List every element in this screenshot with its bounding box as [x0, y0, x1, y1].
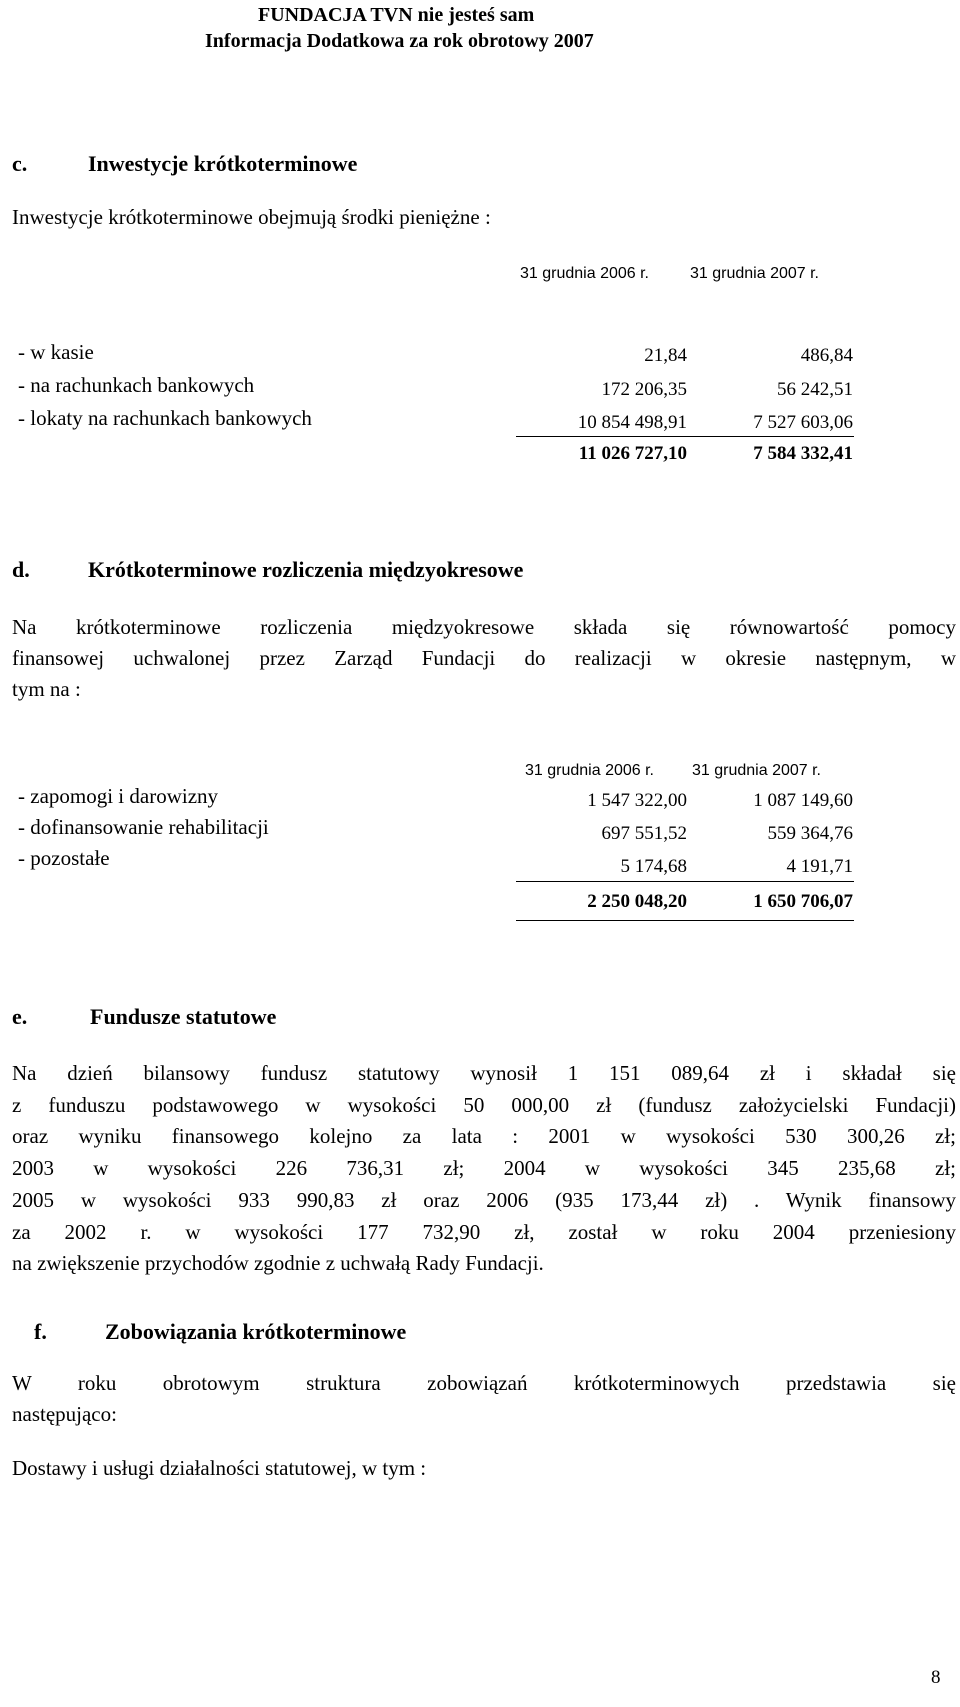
section-c-intro: Inwestycje krótkoterminowe obejmują środki pieniężne : — [12, 205, 491, 229]
section-d-row-2006: 5 174,68 — [620, 856, 687, 877]
section-c-row-2006: 172 206,35 — [601, 379, 687, 400]
section-e-letter: e. — [12, 1004, 28, 1029]
section-f-item: Dostawy i usługi działalności statutowej, w tym : — [12, 1456, 427, 1480]
document-header-title: FUNDACJA TVN nie jesteś sam — [258, 4, 535, 26]
section-d-row-label: - pozostałe — [18, 846, 110, 870]
section-d-title: Krótkoterminowe rozliczenia międzyokresowe — [88, 557, 524, 582]
section-d-col-2006: 31 grudnia 2006 r. — [525, 762, 654, 779]
section-d-row-label: - zapomogi i darowizny — [18, 784, 219, 808]
section-d-paragraph-line: tym na : — [12, 677, 81, 701]
section-d-paragraph-line: finansowej uchwalonej przez Zarząd Fundacji do realizacji w okresie następnym, w — [12, 646, 956, 670]
section-c-row-2006: 10 854 498,91 — [577, 412, 687, 433]
section-c-col-2006: 31 grudnia 2006 r. — [520, 265, 649, 282]
section-c-total-2007: 7 584 332,41 — [753, 443, 853, 464]
section-e-title: Fundusze statutowe — [90, 1004, 277, 1029]
section-c-total-2006: 11 026 727,10 — [578, 443, 687, 464]
section-c-letter: c. — [12, 151, 28, 176]
section-e-paragraph-line: na zwiększenie przychodów zgodnie z uchwałą Rady Fundacji. — [12, 1251, 544, 1275]
page-number: 8 — [931, 1667, 941, 1688]
section-e-paragraph-line: Na dzień bilansowy fundusz statutowy wynosił 1 151 089,64 zł i składał się — [12, 1061, 956, 1085]
section-e-paragraph-line: za 2002 r. w wysokości 177 732,90 zł, został w roku 2004 przeniesiony — [12, 1220, 956, 1244]
document-header-subtitle: Informacja Dodatkowa za rok obrotowy 2007 — [205, 30, 594, 52]
section-c-row-label: - lokaty na rachunkach bankowych — [18, 406, 312, 430]
section-d-letter: d. — [12, 557, 30, 582]
section-d-row-label: - dofinansowanie rehabilitacji — [18, 815, 269, 839]
section-f-paragraph-line: W roku obrotowym struktura zobowiązań krótkoterminowych przedstawia się — [12, 1371, 956, 1395]
section-d-row-2006: 697 551,52 — [601, 823, 687, 844]
section-d-row-2007: 4 191,71 — [786, 856, 853, 877]
section-c-col-2007: 31 grudnia 2007 r. — [690, 265, 819, 282]
section-c-row-label: - w kasie — [18, 340, 94, 364]
section-c-title: Inwestycje krótkoterminowe — [88, 151, 358, 176]
section-c-row-2006: 21,84 — [644, 345, 687, 366]
section-c-total-rule — [516, 436, 854, 437]
section-f-title: Zobowiązania krótkoterminowe — [105, 1319, 407, 1344]
section-e-paragraph-line: 2003 w wysokości 226 736,31 zł; 2004 w wysokości 345 235,68 zł; — [12, 1156, 956, 1180]
section-c-row-2007: 7 527 603,06 — [753, 412, 853, 433]
section-d-row-2007: 559 364,76 — [767, 823, 853, 844]
section-f-paragraph-line: następująco: — [12, 1402, 117, 1426]
section-e-paragraph-line: z funduszu podstawowego w wysokości 50 000,00 zł (fundusz założycielski Fundacji) — [12, 1093, 956, 1117]
section-d-row-2006: 1 547 322,00 — [587, 790, 687, 811]
section-e-paragraph-line: oraz wyniku finansowego kolejno za lata : 2001 w wysokości 530 300,26 zł; — [12, 1124, 956, 1148]
section-f-letter: f. — [34, 1319, 47, 1344]
section-d-total-2006: 2 250 048,20 — [587, 891, 687, 912]
section-d-total-underline — [516, 920, 854, 921]
section-c-row-label: - na rachunkach bankowych — [18, 373, 255, 397]
section-d-total-2007: 1 650 706,07 — [753, 891, 853, 912]
section-c-row-2007: 486,84 — [800, 345, 853, 366]
section-d-col-2007: 31 grudnia 2007 r. — [692, 762, 821, 779]
section-d-paragraph-line: Na krótkoterminowe rozliczenia międzyokresowe składa się równowartość pomocy — [12, 615, 956, 639]
section-d-row-2007: 1 087 149,60 — [753, 790, 853, 811]
section-d-total-rule — [516, 881, 854, 882]
section-c-row-2007: 56 242,51 — [777, 379, 853, 400]
section-e-paragraph-line: 2005 w wysokości 933 990,83 zł oraz 2006 (935 173,44 zł) . Wynik finansowy — [12, 1188, 956, 1212]
